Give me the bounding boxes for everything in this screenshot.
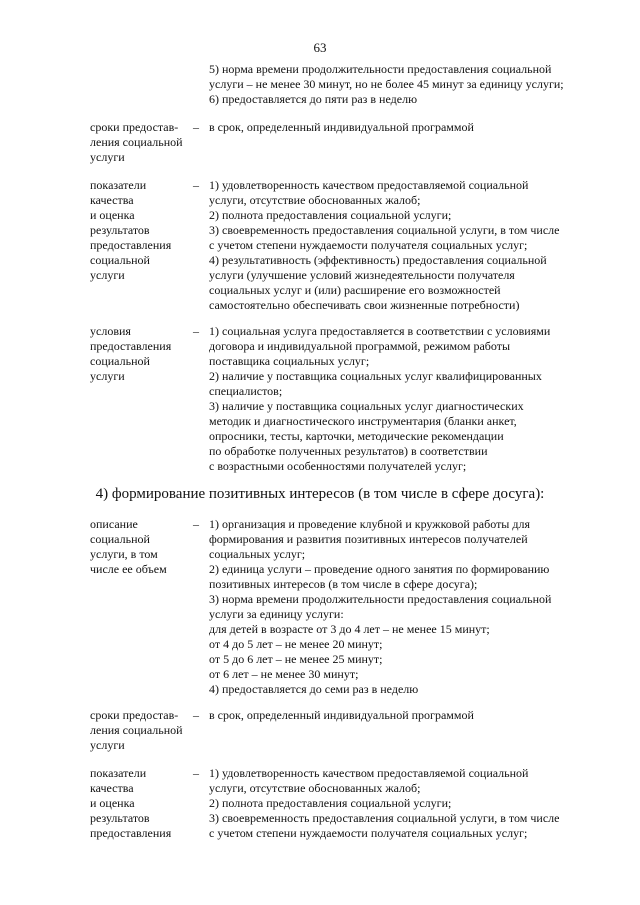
row-label-line: предоставления (90, 826, 172, 840)
row-label-line: услуги (90, 150, 125, 164)
row-label-line: предоставления (90, 238, 172, 252)
row-label-line: качества (90, 781, 134, 795)
text-line: социальных услуг; (209, 547, 306, 561)
row-dash: – (193, 766, 199, 780)
text-line: с учетом степени нуждаемости получателя социальных услуг; (209, 826, 528, 840)
row-label-line: результатов (90, 811, 150, 825)
text-line: 4) предоставляется до семи раз в неделю (209, 682, 419, 696)
text-line: 2) наличие у поставщика социальных услуг квалифицированных (209, 369, 542, 383)
text-line: 1) организация и проведение клубной и кружковой работы для (209, 517, 530, 531)
text-line: социальных услуг и (или) расширение его возможностей (209, 283, 501, 297)
text-line: для детей в возрасте от 3 до 4 лет – не менее 15 минут; (209, 622, 490, 636)
row-label-line: описание (90, 517, 138, 531)
text-line: 2) полнота предоставления социальной услуги; (209, 796, 452, 810)
row-label-line: и оценка (90, 208, 135, 222)
text-line: от 6 лет – не менее 30 минут; (209, 667, 359, 681)
row-label-line: услуги, в том (90, 547, 158, 561)
row-label-line: услуги (90, 268, 125, 282)
row-label-line: показатели (90, 766, 147, 780)
text-line: услуги, отсутствие обоснованных жалоб; (209, 193, 421, 207)
row-label-line: результатов (90, 223, 150, 237)
row-dash: – (193, 517, 199, 531)
text-line: позитивных интересов (в том числе в сфере досуга); (209, 577, 478, 591)
row-label-line: качества (90, 193, 134, 207)
row-label-line: социальной (90, 354, 150, 368)
row-label-line: услуги (90, 369, 125, 383)
text-line: по обработке полученных результатов) в соответствии (209, 444, 488, 458)
text-line: с учетом степени нуждаемости получателя социальных услуг; (209, 238, 528, 252)
text-line: 6) предоставляется до пяти раз в неделю (209, 92, 418, 106)
text-line: услуги (улучшение условий жизнедеятельности получателя (209, 268, 515, 282)
text-line: от 4 до 5 лет – не менее 20 минут; (209, 637, 383, 651)
row-dash: – (193, 178, 199, 192)
row-label-line: сроки предостав- (90, 708, 179, 722)
text-line: 2) полнота предоставления социальной услуги; (209, 208, 452, 222)
row-label-line: сроки предостав- (90, 120, 179, 134)
text-line: 3) своевременность предоставления социальной услуги, в том числе (209, 223, 560, 237)
text-line: 2) единица услуги – проведение одного занятия по формированию (209, 562, 550, 576)
text-line: опросники, тесты, карточки, методические рекомендации (209, 429, 504, 443)
text-line: договора и индивидуальной программой, режимом работы (209, 339, 511, 353)
row-label-line: числе ее объем (90, 562, 167, 576)
text-line: специалистов; (209, 384, 283, 398)
row-label-line: предоставления (90, 339, 172, 353)
text-line: 5) норма времени продолжительности предоставления социальной (209, 62, 552, 76)
text-line: поставщика социальных услуг; (209, 354, 370, 368)
text-line: 3) норма времени продолжительности предоставления социальной (209, 592, 552, 606)
text-line: формирования и развития позитивных интересов получателей (209, 532, 528, 546)
row-label-line: условия (90, 324, 131, 338)
row-label-line: ления социальной (90, 135, 183, 149)
row-label-line: показатели (90, 178, 147, 192)
text-line: с возрастными особенностями получателей услуг; (209, 459, 467, 473)
row-label-line: социальной (90, 253, 150, 267)
text-line: от 5 до 6 лет – не менее 25 минут; (209, 652, 383, 666)
row-label-line: социальной (90, 532, 150, 546)
text-line: 3) своевременность предоставления социальной услуги, в том числе (209, 811, 560, 825)
text-line: 3) наличие у поставщика социальных услуг диагностических (209, 399, 524, 413)
row-label-line: и оценка (90, 796, 135, 810)
text-line: услуги, отсутствие обоснованных жалоб; (209, 781, 421, 795)
text-line: услуги – не менее 30 минут, но не более 45 минут за единицу услуги; (209, 77, 564, 91)
text-line: 1) социальная услуга предоставляется в соответствии с условиями (209, 324, 551, 338)
section-heading: 4) формирование позитивных интересов (в том числе в сфере досуга): (95, 486, 545, 502)
text-line: 4) результативность (эффективность) предоставления социальной (209, 253, 547, 267)
row-label-line: ления социальной (90, 723, 183, 737)
text-line: методик и диагностического инструментария (бланки анкет, (209, 414, 517, 428)
text-line: 1) удовлетворенность качеством предоставляемой социальной (209, 178, 529, 192)
text-line: в срок, определенный индивидуальной программой (209, 708, 474, 722)
text-line: услуги за единицу услуги: (209, 607, 344, 621)
row-dash: – (193, 708, 199, 722)
text-line: 1) удовлетворенность качеством предоставляемой социальной (209, 766, 529, 780)
row-label-line: услуги (90, 738, 125, 752)
row-dash: – (193, 324, 199, 338)
text-line: в срок, определенный индивидуальной программой (209, 120, 474, 134)
page-number: 63 (313, 40, 327, 55)
text-line: самостоятельно обеспечивать свои жизненные потребности) (209, 298, 520, 312)
row-dash: – (193, 120, 199, 134)
